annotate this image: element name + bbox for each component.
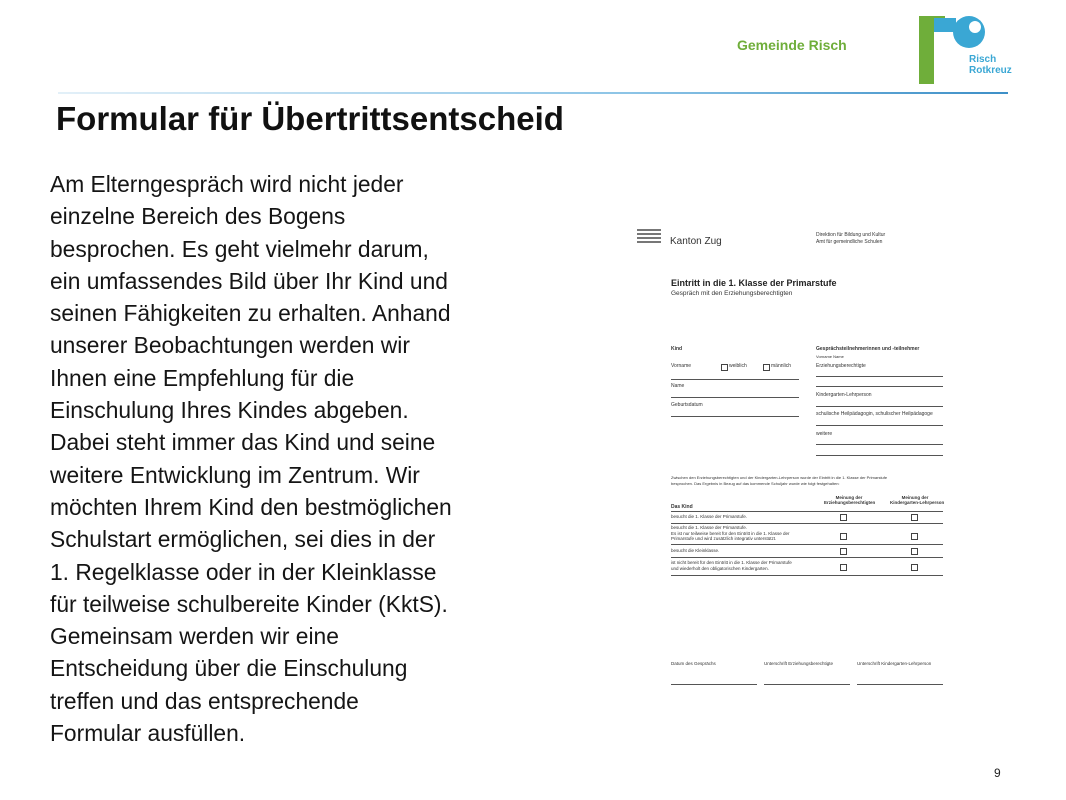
form-guardians-label: Erziehungsberechtigte bbox=[816, 363, 866, 369]
form-canton: Kanton Zug bbox=[670, 236, 722, 247]
form-others-label: weitere bbox=[816, 431, 833, 437]
header-divider bbox=[58, 92, 1008, 94]
form-line bbox=[671, 397, 799, 398]
form-col-child: Das Kind bbox=[671, 504, 693, 510]
form-row-4-line-1: ist nicht bereit für den Eintritt in die 1. Klasse der Primarstufe bbox=[671, 560, 792, 565]
form-subheading: Gespräch mit den Erziehungsberechtigten bbox=[671, 290, 793, 297]
gemeinde-risch-logo bbox=[916, 14, 1016, 90]
body-line: Ihnen eine Empfehlung für die bbox=[50, 364, 355, 391]
form-male-label: männlich bbox=[771, 363, 792, 369]
form-line bbox=[816, 386, 943, 387]
form-line bbox=[671, 557, 943, 558]
logo-line-rotkreuz: Rotkreuz bbox=[969, 65, 1012, 76]
body-paragraph bbox=[50, 168, 545, 749]
form-col-teacher-2: Kindergarten-Lehrperson bbox=[890, 500, 945, 505]
form-line bbox=[816, 406, 943, 407]
form-kg-teacher-label: Kindergarten-Lehrperson bbox=[816, 392, 872, 398]
form-line bbox=[816, 444, 943, 445]
form-sig-guardians: Unterschrift Erziehungsberechtigte bbox=[764, 661, 834, 666]
row1-teacher-checkbox bbox=[911, 514, 918, 521]
brand-name: Gemeinde Risch bbox=[737, 37, 847, 53]
form-line bbox=[671, 416, 799, 417]
form-thumbnail bbox=[628, 220, 958, 700]
form-signature-line bbox=[857, 684, 943, 685]
form-row-4 bbox=[671, 560, 792, 571]
body-line: Einschulung Ihres Kindes abgeben. bbox=[50, 397, 409, 424]
form-col-guardians bbox=[824, 495, 874, 505]
row3-guardians-checkbox bbox=[840, 548, 847, 555]
form-special-ed-label: schulische Heilpädagogin, schulischer Heilpädagoge bbox=[816, 411, 933, 417]
form-sig-date: Datum des Gesprächs bbox=[671, 661, 716, 666]
body-line: Dabei steht immer das Kind und seine bbox=[50, 429, 436, 456]
form-row-2-line-1: besucht die 1. Klasse der Primarstufe. bbox=[671, 525, 748, 530]
form-row-1: besucht die 1. Klasse der Primarstufe. bbox=[671, 514, 748, 519]
body-line: möchten Ihrem Kind den bestmöglichen bbox=[50, 493, 452, 520]
form-line bbox=[816, 425, 943, 426]
row3-teacher-checkbox bbox=[911, 548, 918, 555]
form-last-name-label: Name bbox=[671, 383, 685, 389]
form-direction-1: Direktion für Bildung und Kultur bbox=[816, 232, 886, 238]
body-line: weitere Entwicklung im Zentrum. Wir bbox=[50, 461, 420, 488]
form-line bbox=[671, 379, 799, 380]
female-checkbox bbox=[721, 364, 728, 371]
form-row-2-line-3: Primarstufe und wird zusätzlich integrativ unterstützt. bbox=[671, 536, 777, 541]
form-female-label: weiblich bbox=[729, 363, 747, 369]
form-row-2 bbox=[671, 525, 790, 542]
body-line: für teilweise schulbereite Kinder (KktS). bbox=[50, 590, 448, 617]
form-line bbox=[816, 376, 943, 377]
form-col-teacher bbox=[890, 495, 945, 505]
form-row-3: besucht die Kleinklasse. bbox=[671, 548, 720, 553]
row2-teacher-checkbox bbox=[911, 533, 918, 540]
page-title: Formular für Übertrittsentscheid bbox=[56, 100, 564, 137]
logo-subtitle bbox=[969, 54, 1012, 76]
form-intro-2: besprochen. Das Ergebnis in Bezug auf das kommende Schuljahr wurde wie folgt festgehalten: bbox=[671, 481, 840, 486]
row1-guardians-checkbox bbox=[840, 514, 847, 521]
form-intro-1: Zwischen den Erziehungsberechtigten und der Kindergarten-Lehrperson wurde der Eintritt in die 1. Klasse der Primarstufe bbox=[671, 475, 888, 480]
body-line: Gemeinsam werden wir eine bbox=[50, 623, 339, 650]
form-first-name-label: Vorname bbox=[671, 363, 692, 369]
form-line bbox=[671, 544, 943, 545]
form-child-label: Kind bbox=[671, 346, 683, 352]
form-birthdate-label: Geburtsdatum bbox=[671, 402, 703, 408]
form-line bbox=[671, 575, 943, 576]
body-line: besprochen. Es geht vielmehr darum, bbox=[50, 235, 429, 262]
male-checkbox bbox=[763, 364, 770, 371]
kanton-zug-emblem bbox=[637, 229, 661, 245]
logo-line-risch: Risch bbox=[969, 54, 997, 65]
form-sig-teacher: Unterschrift Kindergarten-Lehrperson bbox=[857, 661, 932, 666]
row4-guardians-checkbox bbox=[840, 564, 847, 571]
page-number: 9 bbox=[994, 766, 1001, 780]
form-col-guardians-2: Erziehungsberechtigten bbox=[824, 500, 876, 505]
form-direction-2: Amt für gemeindliche Schulen bbox=[816, 239, 883, 245]
form-row-4-line-2: und wiederholt den obligatorischen Kindergarten. bbox=[671, 565, 769, 571]
form-row-2-line-2: Es ist nur teilweise bereit für den Eintritt in die 1. Klasse der bbox=[671, 530, 790, 536]
body-line: 1. Regelklasse oder in der Kleinklasse bbox=[50, 558, 437, 585]
body-line: Schulstart ermöglichen, sei dies in der bbox=[50, 526, 436, 553]
form-col-teacher-1: Meinung der bbox=[901, 495, 929, 500]
form-line bbox=[671, 523, 943, 524]
row4-teacher-checkbox bbox=[911, 564, 918, 571]
body-line: Am Elterngespräch wird nicht jeder bbox=[50, 171, 404, 197]
body-line: ein umfassendes Bild über Ihr Kind und bbox=[50, 267, 448, 294]
form-signature-line bbox=[671, 684, 757, 685]
row2-guardians-checkbox bbox=[840, 533, 847, 540]
body-line: einzelne Bereich des Bogens bbox=[50, 203, 346, 230]
form-participants-sub: Vorname Name bbox=[816, 354, 844, 359]
form-heading: Eintritt in die 1. Klasse der Primarstufe bbox=[671, 278, 837, 288]
body-line: seinen Fähigkeiten zu erhalten. Anhand bbox=[50, 300, 451, 327]
form-col-guardians-1: Meinung der bbox=[835, 495, 863, 500]
body-line: Formular ausfüllen. bbox=[50, 720, 246, 747]
body-line: Entscheidung über die Einschulung bbox=[50, 655, 408, 682]
body-line: unserer Beobachtungen werden wir bbox=[50, 332, 410, 359]
body-line: treffen und das entsprechende bbox=[50, 687, 359, 714]
form-participants-label: Gesprächsteilnehmerinnen und -teilnehmer bbox=[816, 346, 920, 352]
form-signature-line bbox=[764, 684, 850, 685]
form-line bbox=[671, 511, 943, 512]
form-line bbox=[816, 455, 943, 456]
